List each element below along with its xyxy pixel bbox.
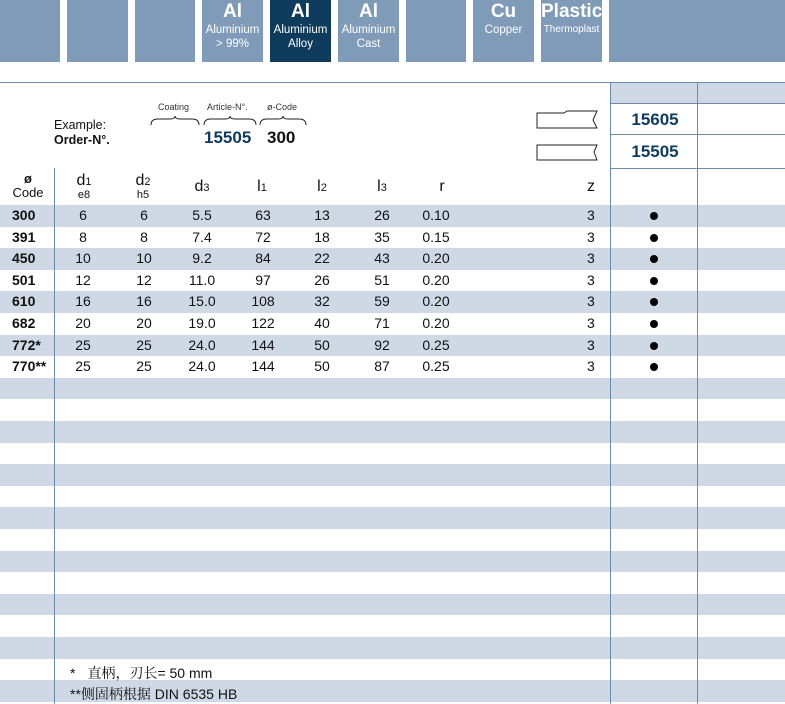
header-subscript: 1 xyxy=(260,182,267,194)
row-band xyxy=(698,378,785,400)
footnote-mark: ** xyxy=(70,686,81,702)
cell-code: 770** xyxy=(12,358,47,375)
example-article-number: 15505 xyxy=(204,128,252,147)
column-header-d3 xyxy=(180,178,224,196)
table-row xyxy=(0,248,785,270)
row-band xyxy=(0,421,697,443)
cell-d2: 8 xyxy=(140,228,148,245)
material-cell-blank xyxy=(0,0,60,62)
coating-label: Coating xyxy=(158,102,190,112)
table-row-empty xyxy=(0,464,785,486)
table-row xyxy=(0,205,785,227)
row-band xyxy=(698,464,785,486)
column-header-code xyxy=(6,172,50,200)
cell-d1: 10 xyxy=(75,250,91,267)
row-band xyxy=(698,248,785,270)
table-row-empty xyxy=(0,615,785,637)
header-symbol: d xyxy=(135,172,145,189)
cell-l3: 59 xyxy=(374,293,390,310)
article-header-cell xyxy=(698,135,785,168)
header-subscript: 2 xyxy=(144,176,151,188)
availability-dot-icon xyxy=(650,234,658,242)
cell-d3: 24.0 xyxy=(188,336,216,353)
cell-r: 0.15 xyxy=(422,228,450,245)
cell-l2: 13 xyxy=(314,207,330,223)
header-subscript: 3 xyxy=(380,182,387,194)
table-row-empty xyxy=(0,507,785,529)
table-row xyxy=(0,335,785,357)
cell-d1: 20 xyxy=(75,315,91,331)
example-label xyxy=(54,118,110,148)
cell-r: 0.25 xyxy=(422,358,450,375)
cell-z: 3 xyxy=(587,336,595,353)
cell-r: 0.20 xyxy=(422,293,450,310)
row-band xyxy=(698,335,785,357)
row-band xyxy=(698,551,785,573)
material-cell-blank xyxy=(67,0,128,62)
article-number-label: Article-N°. xyxy=(207,102,248,112)
cell-l1: 72 xyxy=(255,228,271,245)
example-text: Example: xyxy=(54,118,107,132)
cell-d3: 19.0 xyxy=(188,315,216,331)
cell-z: 3 xyxy=(587,293,595,310)
cell-l2: 26 xyxy=(314,271,330,288)
material-symbol: Al xyxy=(223,1,242,22)
cell-r: 0.20 xyxy=(422,250,450,267)
row-band xyxy=(698,680,785,702)
cell-z: 3 xyxy=(587,315,595,331)
material-symbol: Plastic xyxy=(541,1,603,22)
cell-d2: 12 xyxy=(136,271,152,288)
cell-l3: 92 xyxy=(374,336,390,353)
cell-r: 0.20 xyxy=(422,315,450,331)
article-header-cell xyxy=(611,83,697,103)
cell-d1: 8 xyxy=(79,228,87,245)
cell-z: 3 xyxy=(587,207,595,223)
availability-dot-icon xyxy=(650,363,658,371)
divider xyxy=(611,134,785,135)
article-number-coated: 15605 xyxy=(631,110,679,129)
availability-dot-icon xyxy=(650,212,658,220)
material-aluminium-cast xyxy=(338,0,399,62)
header-symbol: l xyxy=(257,178,261,195)
cell-l1: 97 xyxy=(255,271,271,288)
header-subscript: 3 xyxy=(203,182,210,194)
material-name: Aluminium > 99% xyxy=(205,24,260,50)
cell-d3: 11.0 xyxy=(188,271,216,288)
cell-d1: 16 xyxy=(75,293,91,310)
cell-l2: 32 xyxy=(314,293,330,310)
article-header-cell xyxy=(698,104,785,134)
column-header-l3 xyxy=(360,178,404,196)
code-brace-icon xyxy=(259,116,307,126)
divider xyxy=(611,168,785,169)
table-row-empty xyxy=(0,551,785,573)
table-row-empty xyxy=(0,399,785,421)
footnote-mark: * xyxy=(70,665,76,681)
cell-z: 3 xyxy=(587,228,595,245)
row-band xyxy=(698,594,785,616)
footnote-text: 直柄，刃长= 50 mm xyxy=(87,665,213,681)
column-divider xyxy=(697,83,698,704)
cell-l1: 144 xyxy=(251,336,275,353)
cell-l3: 43 xyxy=(374,250,390,267)
material-plastic xyxy=(541,0,602,62)
availability-dot-icon xyxy=(650,320,658,328)
cell-code: 391 xyxy=(12,228,36,245)
cell-d3: 7.4 xyxy=(192,228,212,245)
material-copper xyxy=(473,0,534,62)
cell-r: 0.10 xyxy=(422,207,450,223)
cell-d2: 20 xyxy=(136,315,152,331)
row-band xyxy=(0,637,697,659)
table-row xyxy=(0,227,785,249)
article-brace-icon xyxy=(203,116,257,126)
column-header-z xyxy=(569,178,613,196)
cell-r: 0.20 xyxy=(422,271,450,288)
header-symbol: l xyxy=(317,178,321,195)
material-aluminium-pure xyxy=(202,0,263,62)
cell-l3: 51 xyxy=(374,271,390,288)
cell-l3: 71 xyxy=(374,315,390,331)
cell-l1: 122 xyxy=(251,315,275,331)
cell-l3: 26 xyxy=(374,207,390,223)
column-header-r xyxy=(420,178,464,196)
example-code: 300 xyxy=(267,128,296,147)
cell-r: 0.25 xyxy=(422,336,450,353)
material-name: Aluminium Alloy xyxy=(273,24,328,50)
table-row-empty xyxy=(0,378,785,400)
material-symbol: Al xyxy=(291,1,310,22)
row-band xyxy=(0,464,697,486)
header-symbol: d xyxy=(76,172,86,189)
cell-d1: 25 xyxy=(75,358,91,375)
table-row-empty xyxy=(0,443,785,465)
row-band xyxy=(698,507,785,529)
header-symbol: l xyxy=(377,178,381,195)
row-band xyxy=(698,205,785,227)
coating-brace-icon xyxy=(150,116,200,126)
cell-l2: 18 xyxy=(314,228,330,245)
material-name: Aluminium Cast xyxy=(341,24,396,50)
table-row xyxy=(0,291,785,313)
row-band xyxy=(698,637,785,659)
code-label: ø-Code xyxy=(267,102,298,112)
header-subscript: 1 xyxy=(85,176,92,188)
table-row-empty xyxy=(0,529,785,551)
cell-l2: 50 xyxy=(314,358,330,375)
table-row xyxy=(0,313,785,335)
tool-shape-coated-icon xyxy=(536,110,598,130)
cell-code: 501 xyxy=(12,271,36,288)
cell-code: 610 xyxy=(12,293,36,310)
cell-d3: 15.0 xyxy=(188,293,216,310)
footnote-text: 侧固柄根据 DIN 6535 HB xyxy=(80,686,238,702)
column-divider xyxy=(610,83,611,704)
cell-l1: 144 xyxy=(251,358,275,375)
material-cell-blank xyxy=(609,0,785,62)
table-row-empty xyxy=(0,637,785,659)
material-name: Thermoplast xyxy=(543,24,600,35)
code-text: Code xyxy=(12,185,44,200)
cell-code: 450 xyxy=(12,250,36,267)
column-header-d2 xyxy=(121,172,165,201)
header-symbol: z xyxy=(587,178,595,195)
row-band xyxy=(698,421,785,443)
availability-dot-icon xyxy=(650,277,658,285)
footnote-weldon-shank xyxy=(70,684,237,704)
cell-l2: 22 xyxy=(314,250,330,267)
code-symbol: ø xyxy=(24,171,32,186)
header-subscript: 2 xyxy=(320,182,327,194)
order-number-text: Order-N°. xyxy=(54,133,110,147)
material-cell-blank xyxy=(406,0,466,62)
cell-d2: 25 xyxy=(136,336,152,353)
article-header-cell xyxy=(698,83,785,103)
row-band xyxy=(0,507,697,529)
table-row-empty xyxy=(0,572,785,594)
material-header xyxy=(0,0,785,62)
cell-l2: 50 xyxy=(314,336,330,353)
row-band xyxy=(698,291,785,313)
availability-dot-icon xyxy=(650,342,658,350)
header-tolerance: h5 xyxy=(136,189,150,201)
cell-z: 3 xyxy=(587,358,595,375)
row-band xyxy=(0,378,697,400)
cell-d1: 25 xyxy=(75,336,91,353)
material-symbol: Al xyxy=(359,1,378,22)
cell-code: 772* xyxy=(12,336,41,353)
cell-l1: 84 xyxy=(255,250,271,267)
cell-d3: 9.2 xyxy=(192,250,212,267)
table-row xyxy=(0,356,785,378)
tool-shape-uncoated-icon xyxy=(536,144,598,162)
table-row xyxy=(0,270,785,292)
material-aluminium-alloy xyxy=(270,0,331,62)
table-row-empty xyxy=(0,594,785,616)
cell-l1: 108 xyxy=(251,293,275,310)
header-symbol: r xyxy=(439,178,445,195)
material-symbol: Cu xyxy=(490,1,517,22)
cell-d1: 6 xyxy=(79,207,87,223)
column-header-l2 xyxy=(300,178,344,196)
cell-d2: 10 xyxy=(136,250,152,267)
material-cell-blank xyxy=(135,0,195,62)
divider xyxy=(611,103,785,104)
cell-d3: 5.5 xyxy=(192,207,212,223)
row-band xyxy=(0,551,697,573)
table-row-empty xyxy=(0,486,785,508)
cell-z: 3 xyxy=(587,250,595,267)
column-header-d1 xyxy=(62,172,106,201)
cell-l3: 87 xyxy=(374,358,390,375)
row-band xyxy=(0,594,697,616)
cell-d2: 25 xyxy=(136,358,152,375)
cell-z: 3 xyxy=(587,271,595,288)
cell-d2: 6 xyxy=(140,207,148,223)
header-symbol: d xyxy=(194,178,204,195)
material-name: Copper xyxy=(484,24,523,36)
cell-l3: 35 xyxy=(374,228,390,245)
column-divider xyxy=(54,168,55,704)
cell-d3: 24.0 xyxy=(188,358,216,375)
article-number-uncoated: 15505 xyxy=(631,142,679,161)
column-header-l1 xyxy=(240,178,284,196)
cell-d1: 12 xyxy=(75,271,91,288)
header-tolerance: e8 xyxy=(77,189,91,201)
cell-l2: 40 xyxy=(314,315,330,331)
cell-code: 682 xyxy=(12,315,36,331)
cell-code: 300 xyxy=(12,207,36,223)
table-row-empty xyxy=(0,421,785,443)
cell-d2: 16 xyxy=(136,293,152,310)
cell-l1: 63 xyxy=(255,207,271,223)
footnote-straight-shank xyxy=(70,663,212,683)
